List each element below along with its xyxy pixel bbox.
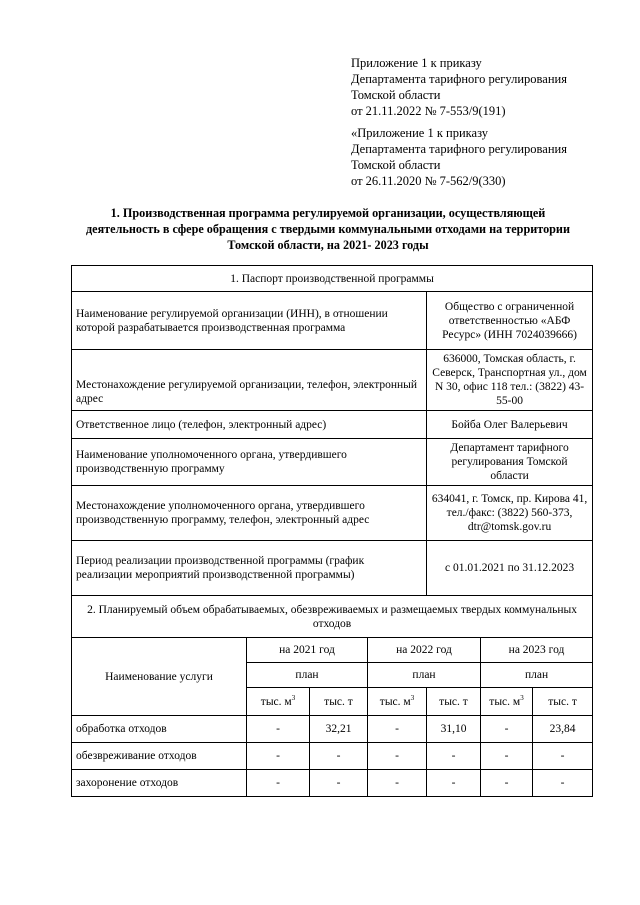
passport-section-heading-row (72, 266, 593, 292)
service-name: обезвреживание отходов (72, 743, 247, 770)
value-cell: - (481, 743, 533, 770)
value-cell: - (427, 770, 481, 797)
title-line: деятельность в сфере обращения с твердыми коммунальными отходами на территории (86, 222, 570, 236)
passport-label: Ответственное лицо (телефон, электронный адрес) (72, 411, 427, 439)
table-row (72, 743, 593, 770)
year-header: на 2023 год (481, 638, 593, 663)
plan-header: план (368, 663, 481, 688)
service-name: обработка отходов (72, 716, 247, 743)
passport-row (72, 486, 593, 541)
passport-row (72, 350, 593, 411)
passport-section-heading: 1. Паспорт производственной программы (72, 266, 593, 292)
service-name: захоронение отходов (72, 770, 247, 797)
header-line: от 26.11.2020 № 7-562/9(330) (351, 174, 506, 188)
volume-section-heading: 2. Планируемый объем обрабатываемых, обезвреживаемых и размещаемых твердых коммунальных отходов (72, 596, 593, 638)
value-cell: - (481, 770, 533, 797)
unit-m3-header: тыс. $м^3$ (368, 688, 427, 716)
value-cell: - (247, 770, 310, 797)
unit-t-header: тыс. т (310, 688, 368, 716)
document-title (62, 205, 594, 253)
passport-label: Местонахождение регулируемой организации, телефон, электронный адрес (72, 350, 427, 411)
table-row (72, 770, 593, 797)
value-cell: - (368, 716, 427, 743)
passport-row (72, 541, 593, 596)
production-program-table (71, 265, 593, 797)
order-attachment-header (351, 55, 567, 119)
passport-value: с 01.01.2021 по 31.12.2023 (427, 541, 593, 596)
passport-label: Наименование уполномоченного органа, утвердившего производственную программу (72, 439, 427, 486)
header-line: Томской области (351, 158, 441, 172)
value-cell: - (310, 770, 368, 797)
header-line: Приложение 1 к приказу (351, 56, 482, 70)
header-line: «Приложение 1 к приказу (351, 126, 489, 140)
value-cell: - (533, 743, 593, 770)
unit-m3-header: тыс. $м^3$ (481, 688, 533, 716)
value-cell: - (247, 716, 310, 743)
original-attachment-header (351, 125, 567, 189)
passport-label: Период реализации производственной программы (график реализации мероприятий производственной программы) (72, 541, 427, 596)
value-cell: 31,10 (427, 716, 481, 743)
passport-value: 634041, г. Томск, пр. Кирова 41, тел./факс: (3822) 560-373, dtr@tomsk.gov.ru (427, 486, 593, 541)
passport-value: Общество с ограниченной ответственностью «АБФ Ресурс» (ИНН 7024039666) (427, 292, 593, 350)
value-cell: 23,84 (533, 716, 593, 743)
title-line: Томской области, на 2021- 2023 годы (227, 238, 429, 252)
passport-value: Бойба Олег Валерьевич (427, 411, 593, 439)
plan-header: план (481, 663, 593, 688)
value-cell: 32,21 (310, 716, 368, 743)
passport-label: Наименование регулируемой организации (ИНН), в отношении которой разрабатывается производственная программа (72, 292, 427, 350)
passport-label: Местонахождение уполномоченного органа, утвердившего производственную программу, телефон, электронный адрес (72, 486, 427, 541)
value-cell: - (481, 716, 533, 743)
year-header: на 2022 год (368, 638, 481, 663)
header-line: Департамента тарифного регулирования (351, 142, 567, 156)
passport-value: Департамент тарифного регулирования Томской области (427, 439, 593, 486)
unit-t-header: тыс. т (427, 688, 481, 716)
passport-row (72, 292, 593, 350)
unit-m3-header: тыс. $м^3$ (247, 688, 310, 716)
value-cell: - (427, 743, 481, 770)
passport-value: 636000, Томская область, г. Северск, Транспортная ул., дом N 30, офис 118 тел.: (3822) 43-55-00 (427, 350, 593, 411)
title-line: 1. Производственная программа регулируемой организации, осуществляющей (110, 206, 546, 220)
value-cell: - (368, 743, 427, 770)
value-cell: - (247, 743, 310, 770)
header-line: Департамента тарифного регулирования (351, 72, 567, 86)
plan-header: план (247, 663, 368, 688)
header-line: от 21.11.2022 № 7-553/9(191) (351, 104, 506, 118)
value-cell: - (310, 743, 368, 770)
volume-section-heading-row (72, 596, 593, 638)
value-cell: - (533, 770, 593, 797)
year-header: на 2021 год (247, 638, 368, 663)
header-line: Томской области (351, 88, 441, 102)
table-row (72, 716, 593, 743)
passport-row (72, 439, 593, 486)
unit-t-header: тыс. т (533, 688, 593, 716)
service-name-header: Наименование услуги (72, 638, 247, 716)
year-header-row (72, 638, 593, 663)
passport-row (72, 411, 593, 439)
value-cell: - (368, 770, 427, 797)
